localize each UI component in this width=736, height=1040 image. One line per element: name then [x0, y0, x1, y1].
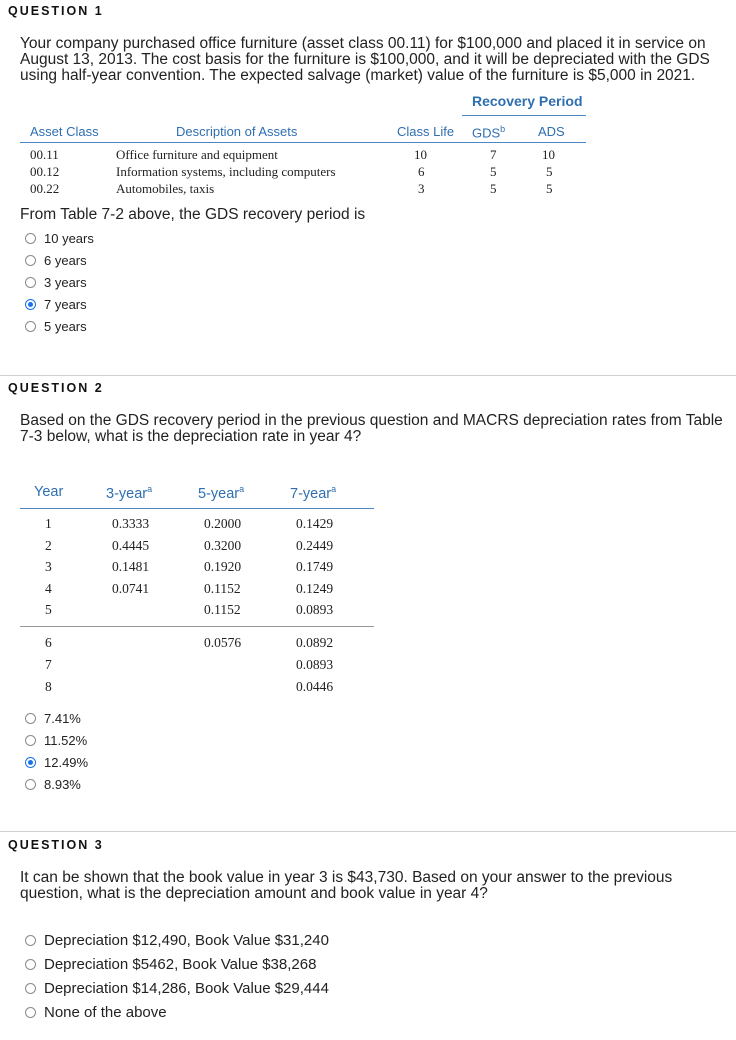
year-5: 5 — [45, 602, 52, 617]
row-3-class: 00.22 — [30, 181, 60, 196]
row-2-class: 00.12 — [30, 164, 60, 179]
q1-radio-4-selected[interactable] — [25, 299, 36, 310]
q1-radio-3[interactable] — [25, 277, 36, 288]
year-4: 4 — [45, 581, 52, 596]
row-1-desc: Office furniture and equipment — [116, 147, 278, 162]
year-8: 8 — [45, 679, 52, 694]
row-3-life: 3 — [418, 181, 425, 196]
rate-3y-3: 0.1481 — [112, 559, 150, 574]
question-3-heading: QUESTION 3 — [8, 838, 104, 852]
rate-7y-8: 0.0446 — [296, 679, 334, 694]
q3-radio-2[interactable] — [25, 959, 36, 970]
question-1-heading: QUESTION 1 — [8, 4, 104, 18]
q3-radio-1[interactable] — [25, 935, 36, 946]
q1-option-6-years[interactable]: 6 years — [25, 253, 87, 268]
q3-radio-4[interactable] — [25, 1007, 36, 1018]
q2-option-12-49[interactable]: 12.49% — [25, 755, 88, 770]
rate-5y-3: 0.1920 — [204, 559, 242, 574]
rate-7y-7: 0.0893 — [296, 657, 334, 672]
rate-7y-5: 0.0893 — [296, 602, 334, 617]
q1-option-3-years[interactable]: 3 years — [25, 275, 87, 290]
q3-option-3[interactable]: Depreciation $14,286, Book Value $29,444 — [25, 980, 329, 997]
rate-7y-2: 0.2449 — [296, 538, 334, 553]
q1-radio-5[interactable] — [25, 321, 36, 332]
header-class-life: Class Life — [397, 124, 455, 139]
header-7-year: 7-year$^a$ — [290, 484, 337, 502]
q2-radio-2[interactable] — [25, 735, 36, 746]
q1-option-7-years[interactable]: 7 years — [25, 297, 87, 312]
rate-7y-6: 0.0892 — [296, 635, 334, 650]
header-3-year: 3-year$^a$ — [106, 484, 153, 502]
rate-7y-1: 0.1429 — [296, 516, 334, 531]
q3-radio-3[interactable] — [25, 983, 36, 994]
header-description: Description of Assets — [176, 124, 298, 139]
question-1-prompt: From Table 7-2 above, the GDS recovery period is — [20, 206, 366, 223]
q3-option-4[interactable]: None of the above — [25, 1004, 167, 1021]
q3-option-2[interactable]: Depreciation $5462, Book Value $38,268 — [25, 956, 316, 973]
row-3-gds: 5 — [490, 181, 497, 196]
recovery-period-label: Recovery Period — [472, 93, 583, 109]
q1-option-5-years[interactable]: 5 years — [25, 319, 87, 334]
year-3: 3 — [45, 559, 52, 574]
year-1: 1 — [45, 516, 52, 531]
q1-radio-1[interactable] — [25, 233, 36, 244]
rate-3y-2: 0.4445 — [112, 538, 150, 553]
rate-5y-5: 0.1152 — [204, 602, 241, 617]
row-1-ads: 10 — [542, 147, 555, 162]
row-1-gds: 7 — [490, 147, 497, 162]
year-2: 2 — [45, 538, 52, 553]
row-2-desc: Information systems, including computers — [116, 164, 336, 179]
q1-radio-2[interactable] — [25, 255, 36, 266]
question-2-heading: QUESTION 2 — [8, 381, 104, 395]
q3-option-1[interactable]: Depreciation $12,490, Book Value $31,240 — [25, 932, 329, 949]
q1-option-10-years[interactable]: 10 years — [25, 231, 94, 246]
q2-radio-4[interactable] — [25, 779, 36, 790]
row-1-life: 10 — [414, 147, 427, 162]
rate-5y-6: 0.0576 — [204, 635, 242, 650]
rate-7y-4: 0.1249 — [296, 581, 334, 596]
row-2-life: 6 — [418, 164, 425, 179]
q2-radio-1[interactable] — [25, 713, 36, 724]
rate-5y-4: 0.1152 — [204, 581, 241, 596]
q2-radio-3-selected[interactable] — [25, 757, 36, 768]
rate-5y-1: 0.2000 — [204, 516, 242, 531]
q2-option-7-41[interactable]: 7.41% — [25, 711, 81, 726]
question-3-text: It can be shown that the book value in year 3 is $43,730. Based on your answer to the previous question, what is the depreciation amount and book value in year 4? — [20, 869, 673, 902]
row-2-gds: 5 — [490, 164, 497, 179]
header-ads: ADS — [538, 124, 565, 139]
row-1-class: 00.11 — [30, 147, 59, 162]
header-year: Year — [34, 484, 64, 500]
header-5-year: 5-year$^a$ — [198, 484, 245, 502]
rate-7y-3: 0.1749 — [296, 559, 334, 574]
q2-option-8-93[interactable]: 8.93% — [25, 777, 81, 792]
row-3-ads: 5 — [546, 181, 553, 196]
year-7: 7 — [45, 657, 52, 672]
divider — [0, 831, 736, 832]
header-gds: GDS$^b$ — [472, 124, 506, 141]
question-1-text: Your company purchased office furniture (asset class 00.11) for $100,000 and placed it in service on August 13, 2013. The cost basis for the furniture is $100,000, and it will be depreciated with the GDS using half-year convention. The expected salvage (market) value of the furniture is $5,000 in 2021. — [20, 35, 710, 84]
year-6: 6 — [45, 635, 52, 650]
rate-5y-2: 0.3200 — [204, 538, 242, 553]
question-2-text: Based on the GDS recovery period in the previous question and MACRS depreciation rates from Table 7-3 below, what is the depreciation rate in year 4? — [20, 412, 723, 445]
row-3-desc: Automobiles, taxis — [116, 181, 215, 196]
q2-option-11-52[interactable]: 11.52% — [25, 733, 87, 748]
divider — [0, 375, 736, 376]
rate-3y-1: 0.3333 — [112, 516, 150, 531]
header-asset-class: Asset Class — [30, 124, 99, 139]
rate-3y-4: 0.0741 — [112, 581, 150, 596]
row-2-ads: 5 — [546, 164, 553, 179]
